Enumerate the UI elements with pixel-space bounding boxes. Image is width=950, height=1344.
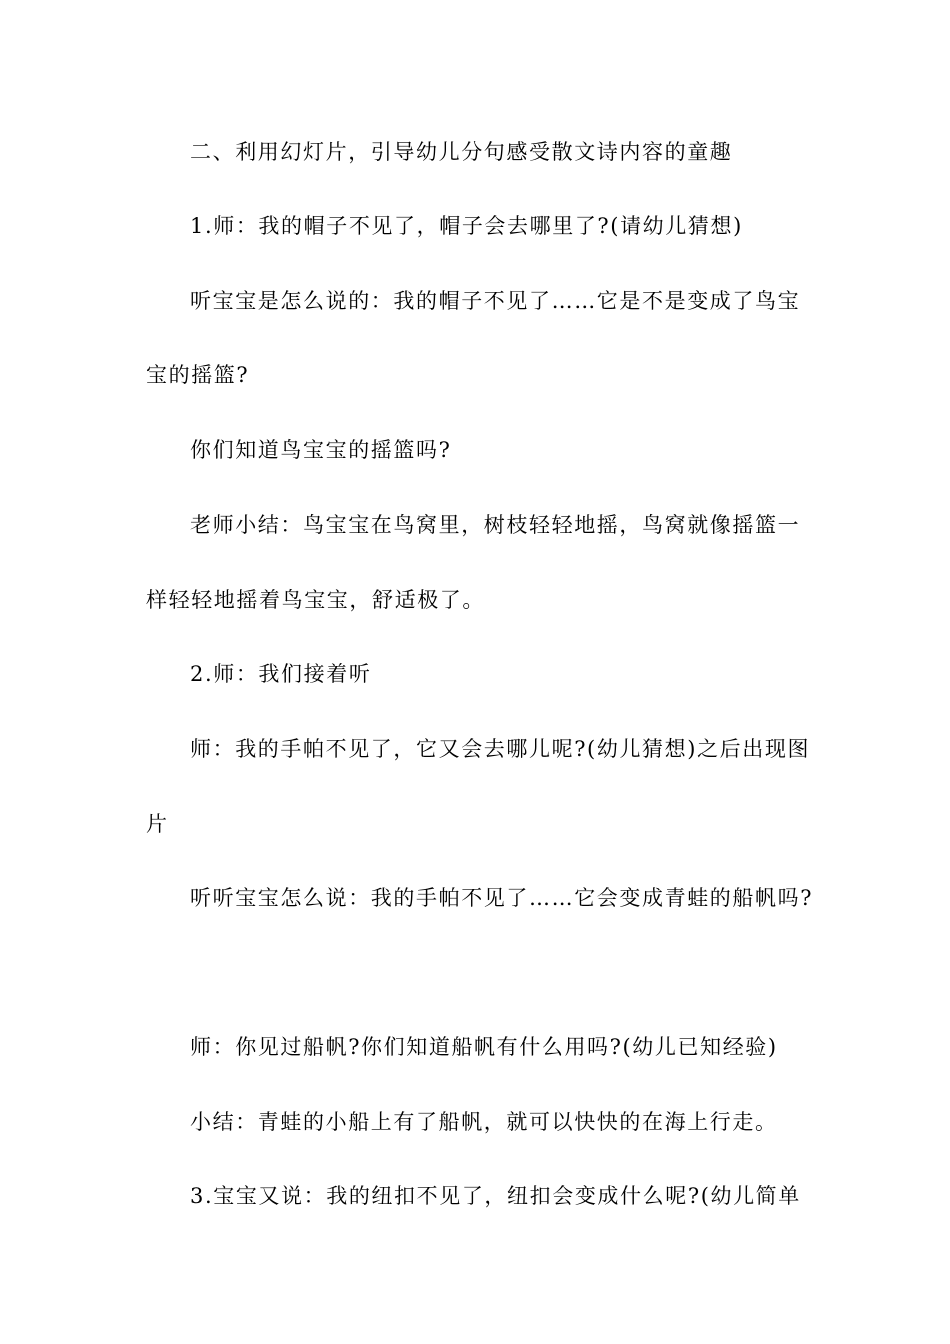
paragraph-line: 样轻轻地摇着鸟宝宝，舒适极了。 — [146, 588, 485, 612]
section-heading: 二、利用幻灯片，引导幼儿分句感受散文诗内容的童趣 — [190, 140, 733, 164]
paragraph-line: 你们知道鸟宝宝的摇篮吗? — [190, 438, 452, 462]
paragraph-line: 师：你见过船帆?你们知道船帆有什么用吗?(幼儿已知经验) — [190, 1035, 778, 1059]
paragraph-line: 片 — [146, 812, 169, 836]
paragraph-line: 1.师：我的帽子不见了，帽子会去哪里了?(请幼儿猜想) — [190, 214, 743, 238]
paragraph-line: 老师小结：鸟宝宝在鸟窝里，树枝轻轻地摇，鸟窝就像摇篮一 — [190, 513, 801, 537]
paragraph-line: 听听宝宝怎么说：我的手帕不见了……它会变成青蛙的船帆吗? — [190, 886, 814, 910]
paragraph-line: 宝的摇篮? — [146, 363, 250, 387]
paragraph-line: 小结：青蛙的小船上有了船帆，就可以快快的在海上行走。 — [190, 1110, 778, 1134]
paragraph-line: 3.宝宝又说：我的纽扣不见了，纽扣会变成什么呢?(幼儿简单 — [190, 1184, 801, 1208]
paragraph-line: 师：我的手帕不见了，它又会去哪儿呢?(幼儿猜想)之后出现图 — [190, 737, 811, 761]
paragraph-line: 听宝宝是怎么说的：我的帽子不见了……它是不是变成了鸟宝 — [190, 289, 801, 313]
paragraph-line: 2.师：我们接着听 — [190, 662, 372, 686]
